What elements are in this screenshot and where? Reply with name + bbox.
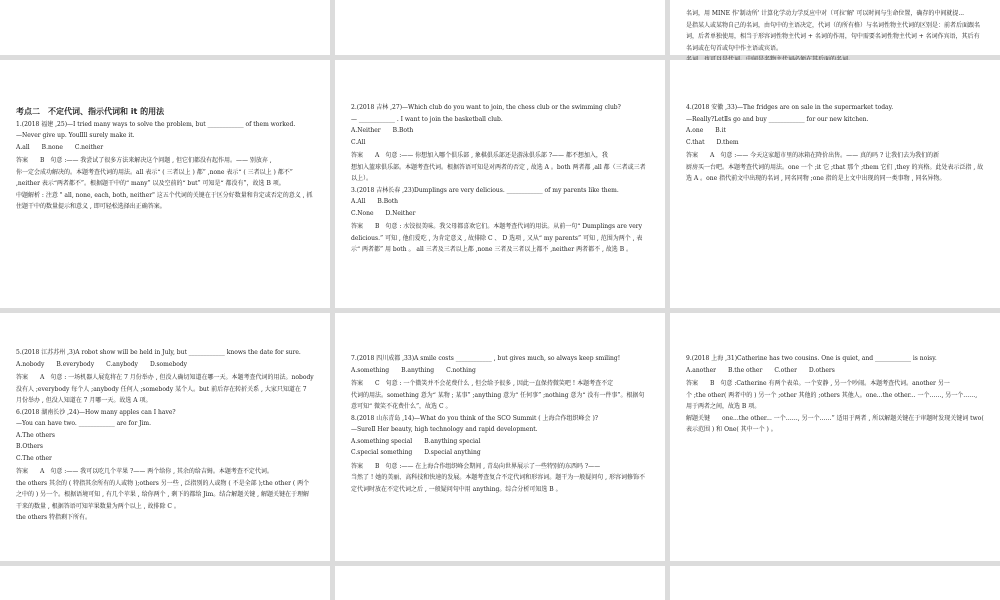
document-page-3 bbox=[670, 0, 1000, 55]
document-page-11 bbox=[335, 566, 665, 600]
answer-line: 答案 A 句意 : 一场机器人展览将在 7 月份举办 , 但没人确切知道在哪一天。本题考查代词的用法。nobody 没有人 ;everybody 每个人 ;anybody 任何人 ;somebody 某个人。but 前后存在转折关系 , 大家只知道在 7 月份举办 , 但没人知道在 7 月哪一天。故选 A 项。 bbox=[16, 374, 316, 404]
document-page-5 bbox=[335, 60, 665, 308]
section-title: 考点二 不定代词、指示代词和 it 的用法 bbox=[16, 107, 165, 116]
text-line: 2.(2018 吉林 ,27)—Which club do you want to join, the chess club or the swimming club? bbox=[351, 104, 621, 111]
answer-line: 答案 B 句意 :Catherine 有两个表弟。一个安静 , 另一个吵闹。本题考查代词。another 另一 bbox=[686, 380, 950, 387]
text-line: C.None D.Neither bbox=[351, 209, 416, 217]
text-line: 7.(2018 四川成都 ,33)A smile costs ____________ , but gives much, so always keep smiling! bbox=[351, 355, 621, 362]
text-line: A.All B.Both bbox=[351, 198, 399, 205]
text-line: A.all B.none C.neither bbox=[16, 143, 104, 151]
text-line: B.Others bbox=[16, 443, 44, 450]
text-line: 个 ;the other( 两者中的 ) 另一个 ;other 其他的 ;others 其他人。one...the other... 一个……, 另一个……, 用于两者之间，故选 B 项。 bbox=[686, 391, 980, 410]
document-page-9 bbox=[670, 313, 1000, 561]
text-line: A.nobody B.everybody C.anybody D.somebody bbox=[16, 360, 188, 368]
answer-line: 答案 B 句意 :—— 我尝试了很多方法来解决这个问题 , 但它们都没有起作用。—— 别放弃 , bbox=[16, 157, 272, 164]
text-line: — ____________ . I want to join the basketball club. bbox=[351, 115, 503, 123]
text-line: 中题解析 : 注意 " all, none, each, both, neither" 这五个代词的关键在于区分好数量和肯定或否定的意义 , 抓住题干中的数量提示和意义 , 即可轻松选择出正确答案。 bbox=[16, 191, 313, 210]
text-line: 8.(2018 山东青岛 ,14)—What do you think of the SCO Summit ( 上海合作组织峰会 )? bbox=[351, 414, 598, 422]
text-line: the others 特指剩下所有。 bbox=[16, 514, 92, 521]
text-line: 1.(2018 福建 ,25)—I tried many ways to solve the problem, but ____________ of them worked. bbox=[16, 120, 296, 128]
text-line: C.All bbox=[351, 138, 366, 146]
text-line: C.that D.them bbox=[686, 138, 739, 146]
text-line: —Really?LetⅡs go and buy ____________ for our new kitchen. bbox=[686, 115, 869, 123]
text-line: C.The other bbox=[16, 454, 52, 462]
text-line: 6.(2018 湖南长沙 ,24)—How many apples can I have? bbox=[16, 408, 176, 416]
text-line: 厨房买一台吧。本题考查代词的用法。one 一个 ;it 它 ;that 那个 ;them 它们 ,they 的宾格。此处表示泛指 , 故选 A 。one 指代前文中出现的名词 , 同名同物 ;one 指的是上文中出现的同一类事物 , 同名异物。 bbox=[686, 163, 984, 182]
text-line: 5.(2018 江苏苏州 ,3)A robot show will be held in July, but ____________ knows the date for sure. bbox=[16, 349, 301, 356]
text-line: 是指某人或某物自己的名词，由句中的主语决定，代词（的所有格）与名词性物主代词的区别是：前者后面跟名词，后者单独使用，相当于形容词性物主代词 + 名词的作用，句中需要名词性物主代词 + 名词作宾语，其后有名词或在句首或句中作主语或宾语。 bbox=[686, 21, 981, 52]
document-page-2 bbox=[335, 0, 665, 55]
text-line: 想加入篮球俱乐部。本题考查代词。根据答语可知是对两者的否定 , 故选 A 。both 两者都 ,all 都（三者或三者以上）。 bbox=[351, 163, 646, 182]
text-line: A.one B.it bbox=[686, 127, 726, 134]
document-page-12 bbox=[670, 566, 1000, 600]
document-page-7 bbox=[0, 313, 330, 561]
text-line: 代词的用法。something 意为“ 某物 ; 某事” ;anything 意为“ 任何事” ;nothing 意为“ 没有一件事”。根据句意可知“ 微笑不花费什么”，故选 C 。 bbox=[351, 391, 645, 410]
text-line: 3.(2018 吉林长春 ,23)Dumplings are very delicious. ____________ of my parents like them. bbox=[351, 186, 619, 194]
document-page-8 bbox=[335, 313, 665, 561]
text-line: A.The others bbox=[16, 431, 55, 439]
text-line: A.something special B.anything special bbox=[351, 437, 481, 445]
answer-line: 答案 B 句意 : 水饺很美味。我父母都喜欢它们。本题考查代词的用法。从前一句“ Dumplings are very delicious.” 可知 , 他们爱吃 , 为肯定意义 , 故排除 C 、 D 选项 , 又从“ my parents” 可知 , 范围为两个 , 表示“ 两者都” 用 both 。 all 三者及三者以上都 ,none 三者及三者以上都不 ,neither 两者都不 , 故选 B 。 bbox=[351, 223, 644, 253]
answer-line: 答案 A 句意 :—— 你想加入哪个俱乐部 , 象棋俱乐部还是游泳俱乐部 ?—— 都不想加入，我 bbox=[351, 152, 608, 159]
text-line: 4.(2018 安徽 ,33)—The fridges are on sale in the supermarket today. bbox=[686, 104, 894, 111]
text-line: A.another B.the other C.other D.others bbox=[686, 366, 835, 374]
text-line: —Never give up. YouⅡll surely make it. bbox=[16, 132, 135, 139]
text-line: 名词，用 MINE 作'制动所' 计算化学动力学反应中对（可拉'解' 可以时间与生命位置，确存的中间就提... bbox=[686, 10, 965, 17]
document-page-1 bbox=[0, 0, 330, 55]
answer-line: 答案 C 句意 : 一个微笑并不会花费什么 , 但会给予很多 , 因此一直保持微笑吧 ! 本题考查不定 bbox=[351, 380, 614, 387]
text-line: A.something B.anything C.nothing bbox=[351, 366, 476, 374]
text-line: 当然了 ! 她的美丽、高科技和快速的发展。本题考查复合不定代词和形容词。题干为一般疑问句 , 形容词修饰不定代词时放在不定代词之后 , 一般疑问句中用 anything。综合分析可知选 B 。 bbox=[351, 474, 645, 493]
document-page-4 bbox=[0, 60, 330, 308]
answer-line: 答案 A 句意 :—— 今天这家超市里的冰箱在降价出售。—— 真的吗 ? 让我们去为我们的新 bbox=[686, 152, 940, 159]
answer-line: 答案 B 句意 :—— 在上海合作组织峰会期间 , 青岛向世界展示了一些特别的东西吗 ?—— bbox=[351, 462, 601, 470]
document-page-6 bbox=[670, 60, 1000, 308]
text-line: 9.(2018 上海 ,31)Catherine has two cousins. One is quiet, and ____________ is noisy. bbox=[686, 355, 937, 362]
text-line: —You can have two. ____________ are for Jim. bbox=[16, 420, 152, 427]
text-line: 解题关键 one...the other... 一个……, 另一个……” 适用于两者 , 所以解题关键在于审题时发现关键词 two( 表示范围 ) 和 One( 其中一个 ) 。 bbox=[686, 414, 986, 433]
document-page-10 bbox=[0, 566, 330, 600]
answer-line: 答案 A 句意 :—— 我可以吃几个苹果 ?—— 两个给你 , 其余的给吉姆。本题考查不定代词。 bbox=[16, 468, 273, 475]
text-line: C.special something D.special anything bbox=[351, 449, 481, 456]
text-line: —SureⅡ Her beauty, high technology and rapid development. bbox=[351, 426, 538, 433]
text-line: the others 其余的 ( 特指其余所有的人或物 );others 另一些 , 泛指别的人或物 ( 不是全部 );the other ( 两个之中的 ) 另一个。根据语境可知 , 有几个苹果 , 给你两个 , 剩下的都给 Jim。结合解题关键 , 解题关键在于理解干来的数量 , 根据答语可知苹果数量为两个以上 , 故排除 C 。 bbox=[16, 479, 310, 510]
text-line: 你一定会成功解决的。本题考查代词的用法。all 表示“ ( 三者以上 ) 都” ,none 表示“ ( 三者以上 ) 都不” ,neither 表示“两者都不”。根据题干中的“ many” 以及空前的“ but” 可知是“ 都没有”，故选 B 项。 bbox=[16, 168, 295, 187]
text-line: A.Neither B.Both bbox=[351, 127, 414, 134]
